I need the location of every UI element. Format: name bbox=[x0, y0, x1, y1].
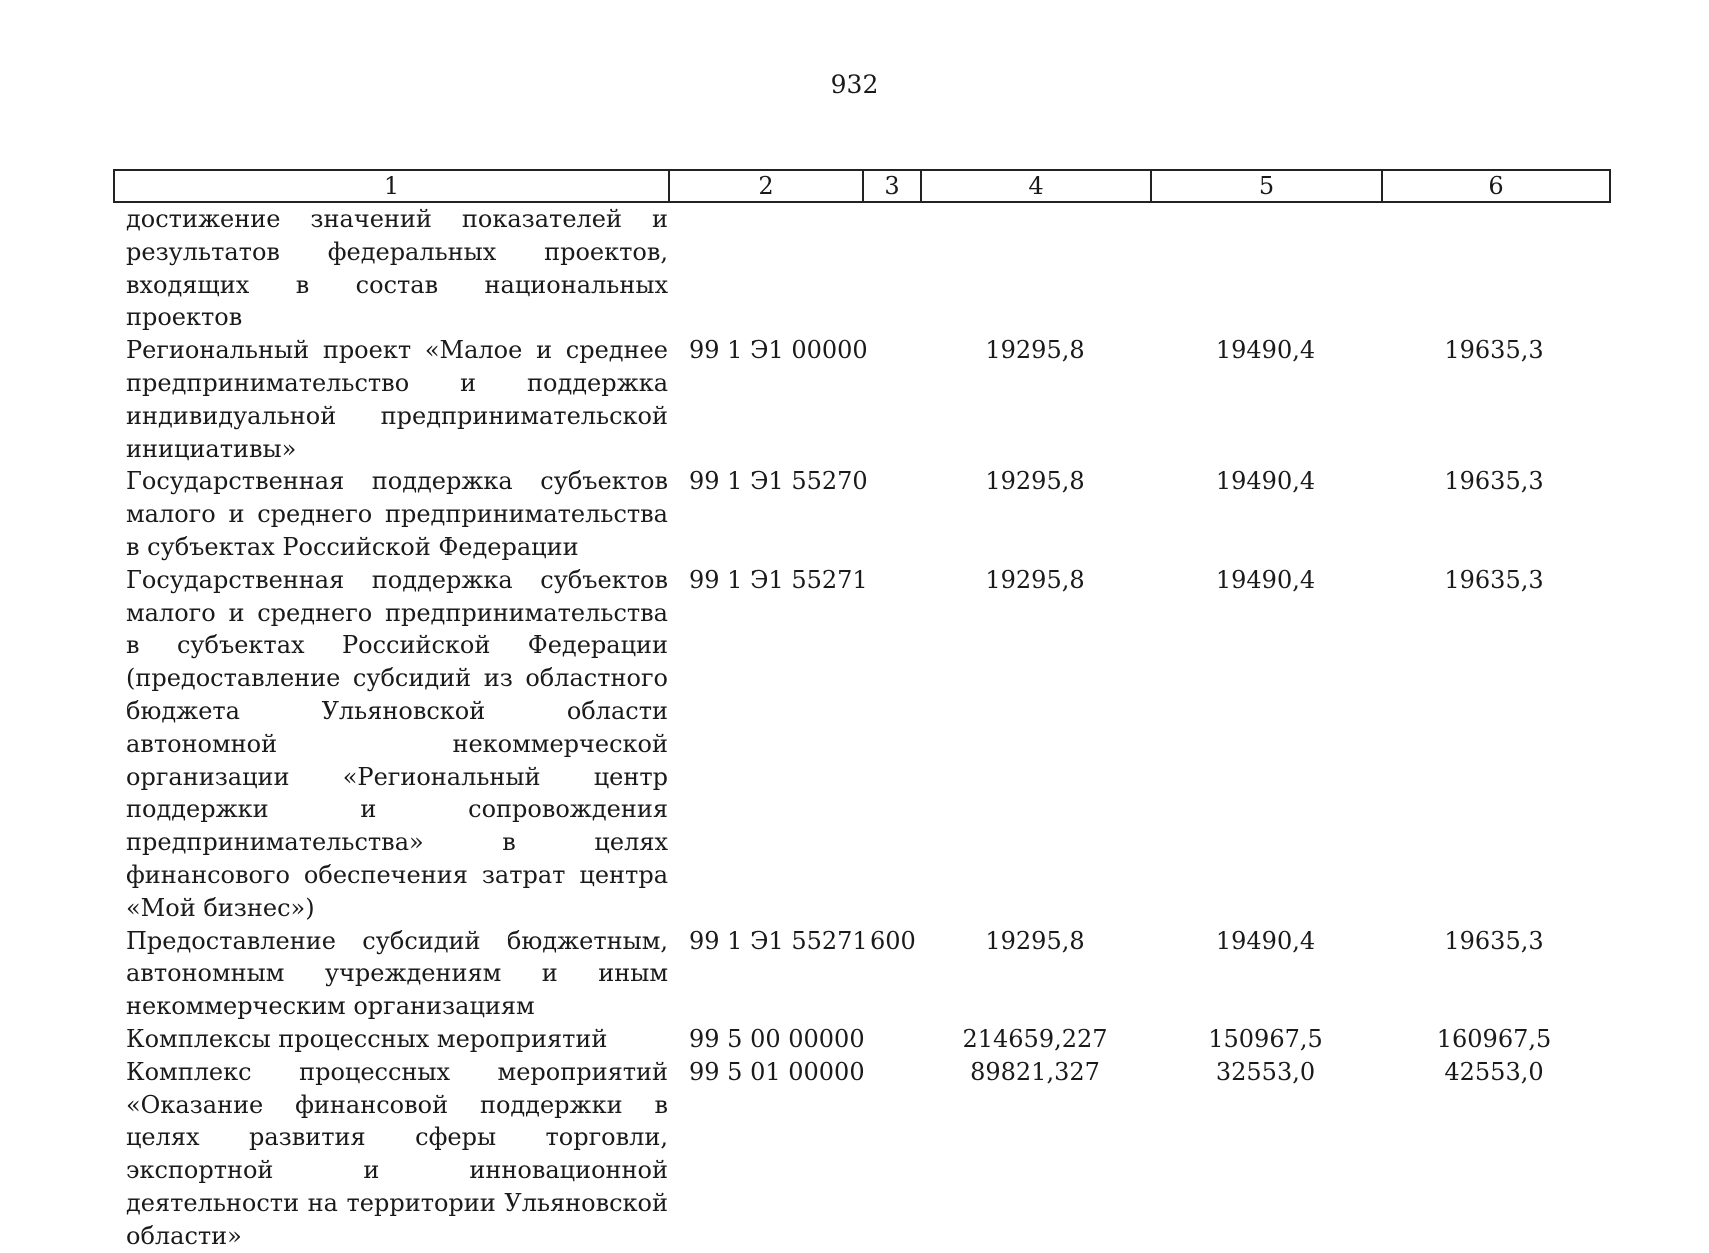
page-number: 932 bbox=[830, 70, 879, 99]
table-body bbox=[113, 203, 1611, 1253]
row-value-6 bbox=[1381, 203, 1607, 334]
row-value-4: 19295,8 bbox=[985, 467, 1085, 496]
row-value-6: 19635,3 bbox=[1444, 336, 1544, 365]
column-header-4: 4 bbox=[922, 171, 1152, 201]
row-value-5: 32553,0 bbox=[1215, 1057, 1316, 1086]
table-row bbox=[113, 925, 1611, 1023]
row-name: Региональный проект «Малое и среднее предпринимательство и поддержка индивидуальной предпринимательской инициативы» bbox=[126, 336, 668, 463]
row-code: 99 1 Э1 55270 bbox=[689, 467, 868, 496]
row-type bbox=[862, 1056, 920, 1253]
row-type bbox=[862, 465, 920, 563]
row-value-6: 42553,0 bbox=[1444, 1057, 1544, 1086]
row-value-4: 89821,327 bbox=[970, 1057, 1100, 1086]
row-value-6: 19635,3 bbox=[1444, 926, 1544, 955]
table-row bbox=[113, 564, 1611, 925]
row-type bbox=[862, 334, 920, 465]
column-header-5: 5 bbox=[1152, 171, 1383, 201]
row-type: 600 bbox=[870, 926, 916, 955]
row-type bbox=[862, 1023, 920, 1056]
row-value-5: 19490,4 bbox=[1215, 336, 1316, 365]
row-type bbox=[862, 564, 920, 925]
table-row bbox=[113, 334, 1611, 465]
row-code: 99 5 00 00000 bbox=[689, 1024, 865, 1053]
row-value-5: 19490,4 bbox=[1215, 926, 1316, 955]
row-name: Комплексы процессных мероприятий bbox=[126, 1024, 608, 1053]
row-value-5: 19490,4 bbox=[1215, 467, 1316, 496]
row-value-5 bbox=[1150, 203, 1381, 334]
row-name: Государственная поддержка субъектов малого и среднего предпринимательства в субъектах Российской Федерации bbox=[126, 467, 668, 561]
row-code: 99 1 Э1 00000 bbox=[689, 336, 868, 365]
table-row bbox=[113, 1056, 1611, 1253]
table-row bbox=[113, 465, 1611, 563]
column-header-1: 1 bbox=[115, 171, 670, 201]
column-header-6: 6 bbox=[1488, 172, 1504, 200]
row-code: 99 5 01 00000 bbox=[689, 1057, 865, 1086]
row-value-6: 160967,5 bbox=[1436, 1024, 1552, 1053]
row-type bbox=[862, 203, 920, 334]
row-value-5: 19490,4 bbox=[1215, 565, 1316, 594]
table-header-row bbox=[113, 169, 1611, 203]
row-code: 99 1 Э1 55271 bbox=[689, 926, 868, 955]
column-header-2: 2 bbox=[670, 171, 864, 201]
row-value-4: 214659,227 bbox=[962, 1024, 1108, 1053]
row-value-5: 150967,5 bbox=[1208, 1024, 1323, 1053]
row-value-6: 19635,3 bbox=[1444, 565, 1544, 594]
row-value-6: 19635,3 bbox=[1444, 467, 1544, 496]
table-row bbox=[113, 1023, 1611, 1056]
row-name: Предоставление субсидий бюджетным, автономным учреждениям и иным некоммерческим организациям bbox=[126, 926, 668, 1021]
row-value-4: 19295,8 bbox=[985, 565, 1085, 594]
row-value-4: 19295,8 bbox=[985, 336, 1085, 365]
row-name: Комплекс процессных мероприятий «Оказание финансовой поддержки в целях развития сферы торговли, экспортной и инновационной деятельности на территории Ульяновской области» bbox=[126, 1057, 668, 1250]
row-value-4 bbox=[920, 203, 1150, 334]
row-name: достижение значений показателей и результатов федеральных проектов, входящих в состав национальных проектов bbox=[126, 205, 668, 332]
table-row bbox=[113, 203, 1611, 334]
row-value-4: 19295,8 bbox=[985, 926, 1085, 955]
row-code bbox=[668, 203, 862, 334]
row-code: 99 1 Э1 55271 bbox=[689, 565, 868, 594]
row-name: Государственная поддержка субъектов малого и среднего предпринимательства в субъектах Российской Федерации (предоставление субсидий из областного бюджета Ульяновской области автономной некоммерческой организации «Региональный центр поддержки и сопровождения предпринимательства» в целях финансового обеспечения затрат центра «Мой бизнес») bbox=[126, 565, 668, 922]
column-header-3: 3 bbox=[864, 171, 922, 201]
